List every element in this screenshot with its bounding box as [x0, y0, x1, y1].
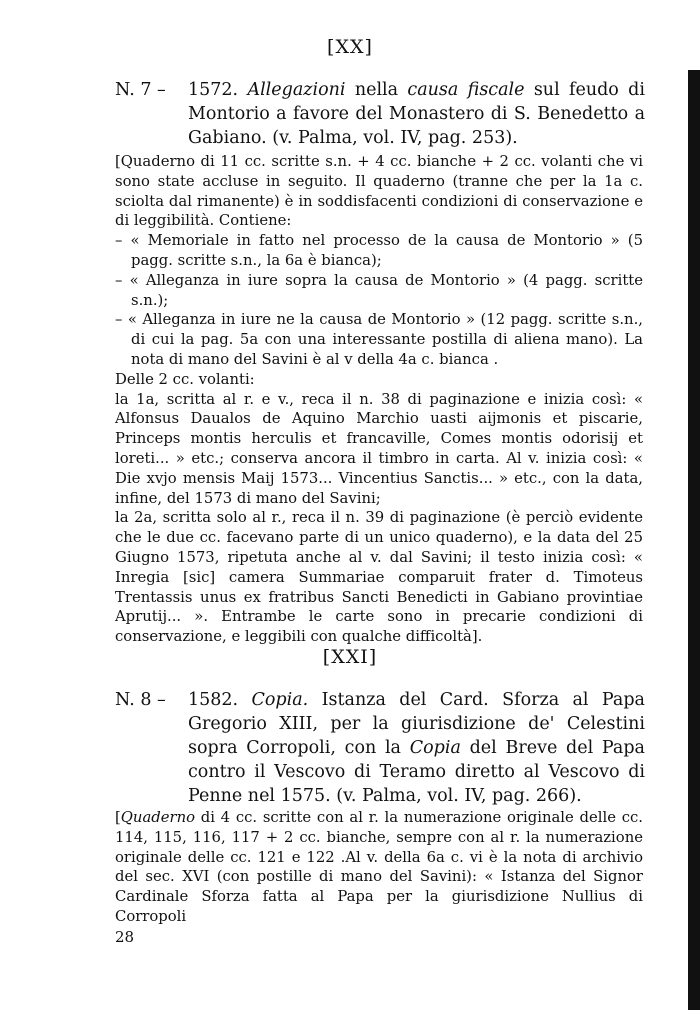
entry-number: N. 7 – [115, 80, 166, 100]
entry-number: N. 8 – [115, 690, 166, 710]
page-edge-shadow [688, 70, 700, 1010]
section-heading-xxi: [XXI] [322, 646, 378, 668]
second-sheet-note: la 2a, scritta solo al r., reca il n. 39 di paginazione (è perciò evidente che le due cc. facevano parte di un unico quaderno), e la data del 25 Giugno 1573, ripetuta anche al v. dal Savini; il testo inizia così: « Inregia [sic] camera Summariae comparuit frater d. Timoteus Trentassis unus ex fratribus Sancti Benedicti in Gabiano provintiae Aprutij... ». Entrambe le carte sono in precarie condizioni di conservazione, e leggibili con qualche difficoltà]. [115, 509, 643, 646]
entry-title: 1572. Allegazioni nella causa fiscale sul feudo di Montorio a favore del Monastero di S. Benedetto a Gabiano. (v. Palma, vol. IV, pag. 253). [188, 80, 645, 148]
entry-8 [115, 688, 645, 808]
first-sheet-note: la 1a, scritta al r. e v., reca il n. 38 di paginazione e inizia così: « Alfonsus Daualos de Aquino Marchio uasti aijmonis et piscarie, Princeps montis herculis et francaville, Comes montis odorisij et loreti... » etc.; conserva ancora il timbro in carta. Al v. inizia così: « Die xvjo mensis Maij 1573... Vincentius Sanctis... » etc., con la data, infine, del 1573 di mano del Savini; [115, 390, 643, 507]
description-text: [Quaderno di 4 cc. scritte con al r. la numerazione originale delle cc. 114, 115, 116, 117 + 2 cc. bianche, sempre con al r. la numerazione originale delle cc. 121 e 122 .Al v. della 6a c. vi è la nota di archivio del sec. XVI (con postille di mano del Savini): « Istanza del Signor Cardinale Sforza fatta al Papa per la giurisdizione Nullius di Corropoli [115, 809, 643, 925]
section-heading-xx: [XX] [327, 36, 373, 58]
entry-7 [115, 78, 645, 150]
volanti-label: Delle 2 cc. volanti: [115, 370, 255, 388]
description-intro: [Quaderno di 11 cc. scritte s.n. + 4 cc. bianche + 2 cc. volanti che vi sono state accluse in seguito. Il quaderno (tranne che per la 1a c. sciolta dal rimanente) è in soddisfacenti condizioni di conservazione e di leggibilità. Contiene: [115, 153, 643, 230]
entry-title: 1582. Copia. Istanza del Card. Sforza al Papa Gregorio XIII, per la giurisdizione de' Celestini sopra Corropoli, con la Copia del Breve del Papa contro il Vescovo di Teramo diretto al Vescovo di Penne nel 1575. (v. Palma, vol. IV, pag. 266). [188, 690, 645, 806]
entry-8-description [115, 808, 643, 927]
contents-item: – « Memoriale in fatto nel processo de la causa de Montorio » (5 pagg. scritte s.n., la 6a è bianca); [115, 232, 643, 269]
page-number: 28 [115, 928, 135, 946]
entry-7-description [115, 152, 643, 647]
contents-item: – « Alleganza in iure ne la causa de Montorio » (12 pagg. scritte s.n., di cui la pag. 5a con una interessante postilla di aliena mano). La nota di mano del Savini è al v della 4a c. bianca . [115, 311, 643, 368]
contents-item: – « Alleganza in iure sopra la causa de Montorio » (4 pagg. scritte s.n.); [115, 271, 643, 309]
